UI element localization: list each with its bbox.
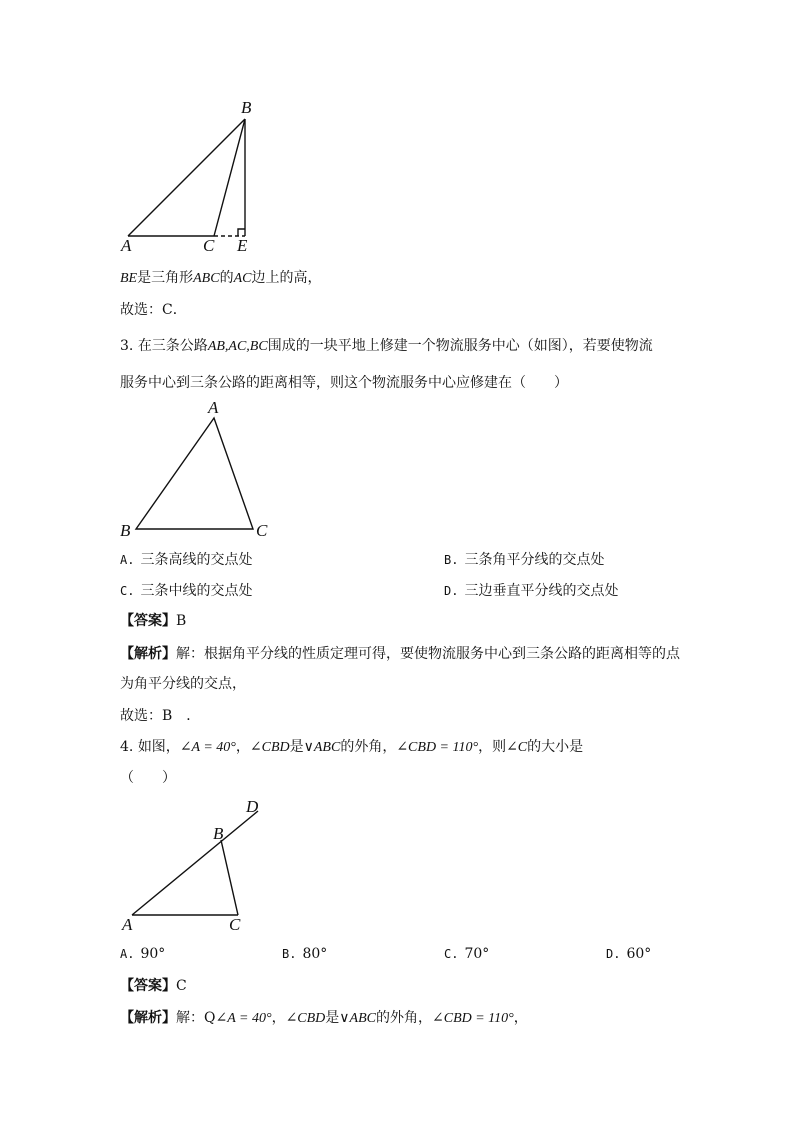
q4-answer: 【答案】C (120, 978, 187, 994)
point-label-c: C (256, 521, 268, 540)
figure-exterior-angle (132, 811, 258, 915)
q3-select: 故选：B ． (120, 708, 201, 724)
q3-stem-line2: 服务中心到三条公路的距离相等，则这个物流服务中心应修建在（ ） (120, 375, 568, 391)
point-label-d: D (246, 797, 259, 816)
q4-option-b: B. 80° (282, 946, 328, 962)
q4-option-d: D. 60° (606, 946, 652, 962)
q4-stem-line2: （ ） (120, 770, 176, 786)
point-label-a: A (121, 236, 132, 255)
q4-option-c: C. 70° (444, 946, 490, 962)
point-label-a: A (208, 398, 219, 417)
q4-analysis-line1: 【解析】解：Q∠A = 40°，∠CBD是∨ABC的外角，∠CBD = 110°， (120, 1010, 528, 1026)
q3-analysis-line1: 【解析】解：根据角平分线的性质定理可得，要使物流服务中心到三条公路的距离相等的点 (120, 646, 680, 662)
altitude-conclusion: BE是三角形ABC的AC边上的高， (120, 270, 322, 286)
point-label-c: C (203, 236, 215, 255)
q3-stem-line1: 3. 在三条公路AB,AC,BC围成的一块平地上修建一个物流服务中心（如图），若要使物流 (120, 338, 653, 354)
point-label-a: A (122, 915, 133, 934)
q3-option-b: B. 三条角平分线的交点处 (444, 552, 605, 568)
q2-select: 故选：C． (120, 302, 187, 318)
figure-triangle-abc-2 (136, 418, 253, 529)
q3-option-a: A. 三条高线的交点处 (120, 552, 253, 568)
point-label-b: B (120, 521, 131, 540)
q3-analysis-line2: 为角平分线的交点， (120, 676, 246, 692)
point-label-b: B (213, 824, 224, 843)
point-label-c: C (229, 915, 241, 934)
point-label-e: E (237, 236, 248, 255)
point-label-b: B (241, 98, 252, 117)
q3-option-d: D. 三边垂直平分线的交点处 (444, 583, 619, 599)
q3-answer: 【答案】B (120, 613, 187, 629)
q4-option-a: A. 90° (120, 946, 166, 962)
q4-stem-line1: 4. 如图，∠A = 40°，∠CBD是∨ABC的外角，∠CBD = 110°，则∠C的大小是 (120, 739, 584, 755)
q3-option-c: C. 三条中线的交点处 (120, 583, 253, 599)
